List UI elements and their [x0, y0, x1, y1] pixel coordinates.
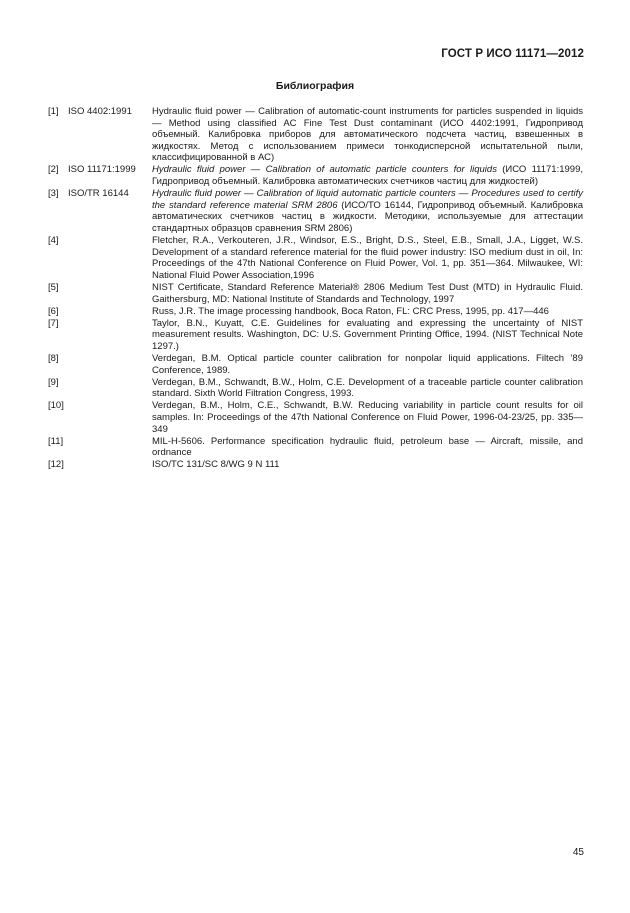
reference-text — [152, 106, 583, 164]
reference-number: [3] — [48, 188, 59, 200]
reference-code: ISO/TR 16144 — [68, 188, 129, 200]
reference-text — [152, 306, 583, 318]
reference-number: [7] — [48, 317, 59, 329]
reference-description: Taylor, B.N., Kuyatt, C.E. Guidelines for evaluating and expressing the uncertainty of NIST measurement results. Washington, DC: U.S. Government Printing Office, 1994. (NIST Technical Note 1297.) — [152, 317, 583, 352]
reference-text — [152, 400, 583, 435]
reference-entry — [48, 318, 583, 353]
reference-description: NIST Certificate, Standard Reference Material® 2806 Medium Test Dust (MTD) in Hydraulic Fluid. Gaithersburg, MD: National Institute of Standards and Technology, 1997 — [152, 281, 583, 305]
page-number: 45 — [572, 847, 584, 858]
reference-description: Verdegan, B.M., Holm, C.E., Schwandt, B.W. Reducing variability in particle count results for oil samples. In: Proceedings of the 47th National Conference on Fluid Power, 1996-04-23/25, pp. 335—349 — [152, 400, 583, 435]
reference-number: [1] — [48, 106, 59, 117]
reference-entry — [48, 436, 583, 459]
reference-number: [4] — [48, 235, 59, 247]
reference-text — [152, 282, 583, 305]
reference-entry — [48, 188, 583, 234]
reference-entry — [48, 377, 583, 400]
reference-text — [152, 188, 583, 234]
reference-text — [152, 353, 583, 376]
bibliography-list — [48, 106, 583, 471]
reference-text — [152, 459, 583, 471]
page-title: Библиография — [275, 80, 355, 92]
reference-entry — [48, 282, 583, 305]
reference-text — [152, 377, 583, 400]
reference-number: [11] — [48, 435, 64, 447]
reference-text — [152, 318, 583, 353]
reference-code: ISO 4402:1991 — [68, 106, 132, 117]
reference-number: [12] — [48, 459, 64, 471]
reference-entry — [48, 353, 583, 376]
reference-entry — [48, 400, 583, 435]
reference-code: ISO 11171:1999 — [68, 164, 136, 176]
reference-description: (ИСО/ТО 16144, Гидропривод объемный. Калибровка автоматических счетчиков частиц в жидкости. Методики, используемые для аттестации стандартных образцов сравнения SRM 2806) — [152, 199, 583, 234]
reference-description: Russ, J.R. The image processing handbook, Boca Raton, FL: CRC Press, 1995, pp. 417—446 — [152, 305, 549, 317]
reference-text — [152, 235, 583, 281]
reference-number: [8] — [48, 352, 59, 364]
reference-description: Verdegan, B.M., Schwandt, B.W., Holm, C.E. Development of a traceable particle counter calibration standard. Sixth World Filtration Congress, 1993. — [152, 376, 583, 400]
reference-description: ISO/TC 131/SC 8/WG 9 N 111 — [152, 459, 280, 471]
reference-number: [5] — [48, 281, 59, 293]
reference-number: [9] — [48, 376, 59, 388]
reference-title: Hydraulic fluid power — Calibration of liquid automatic particle counters — Procedures used to certify the standard reference material SRM 2806 — [152, 188, 583, 211]
reference-description: MIL-H-5606. Performance specification hydraulic fluid, petroleum base — Aircraft, missile, and ordnance — [152, 435, 583, 459]
reference-description: (ИСО 11171:1999, Гидропривод объемный. Калибровка автоматических счетчиков частиц для жидкостей) — [152, 164, 583, 188]
reference-number: [10] — [48, 400, 64, 412]
reference-entry — [48, 164, 583, 187]
reference-entry — [48, 106, 583, 164]
reference-description: Fletcher, R.A., Verkouteren, J.R., Windsor, E.S., Bright, D.S., Steel, E.B., Small, J.A., Ligget, W.S. Development of a standard reference material for the fluid power industry: ISO medium dust in oil, In: Proceedings of the 47th National Conference on Fluid Power, Vol. 1, pp. 351—364. Milwaukee, WI: National Fluid Power Association,1996 — [152, 235, 583, 281]
reference-text — [152, 164, 583, 187]
reference-text — [152, 436, 583, 459]
reference-entry — [48, 459, 583, 471]
reference-number: [2] — [48, 164, 59, 176]
reference-description: Verdegan, B.M. Optical particle counter calibration for nonpolar liquid applications. Filtech ’89 Conference, 1989. — [152, 352, 583, 376]
reference-description: Hydraulic fluid power — Calibration of automatic-count instruments for particles suspended in liquids — Method using classified AC Fine Test Dust contaminant (ИСО 4402:1991, Гидропривод объемный. Калибровка приборов для автоматического подсчета частиц, взвешенных в жидкостях. Метод с использованием примеси тонкодисперсной испытательной пыли, классифицированной в АС) — [152, 106, 583, 164]
reference-title: Hydraulic fluid power — Calibration of automatic particle counters for liquids — [152, 164, 497, 176]
reference-entry — [48, 306, 583, 318]
standard-code: ГОСТ Р ИСО 11171—2012 — [441, 48, 584, 60]
reference-number: [6] — [48, 305, 59, 317]
reference-entry — [48, 235, 583, 281]
